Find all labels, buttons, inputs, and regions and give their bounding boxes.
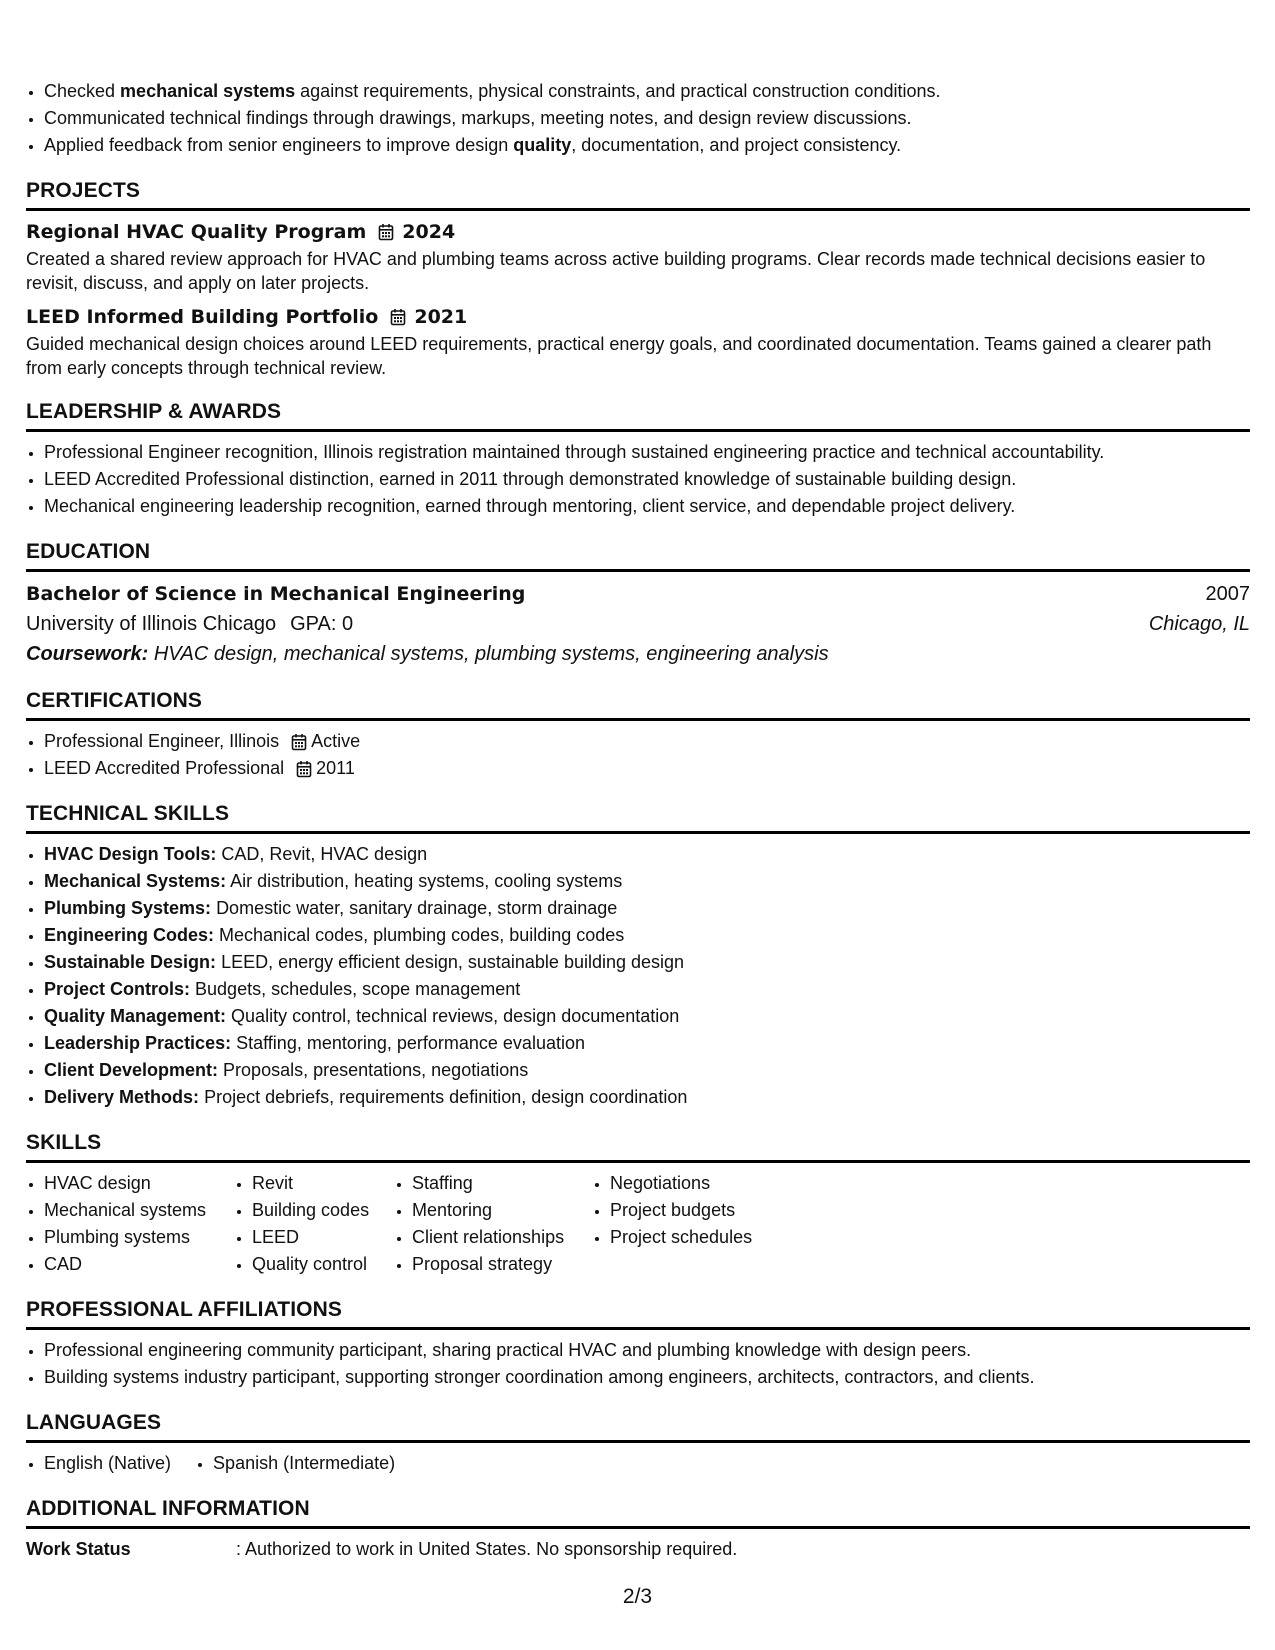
- skill-item: • HVAC design: [44, 1170, 232, 1197]
- education-school-row: [26, 609, 1250, 639]
- technical-skill-item: • Mechanical Systems: Air distribution, heating systems, cooling systems: [44, 868, 1250, 895]
- skill-item: • Staffing: [412, 1170, 590, 1197]
- affiliation-item: • Professional engineering community participant, sharing practical HVAC and plumbing knowledge with design peers.: [44, 1337, 1250, 1364]
- section-header-affiliations: PROFESSIONAL AFFILIATIONS: [26, 1296, 1250, 1330]
- education-school: University of Illinois Chicago: [26, 613, 277, 635]
- section-header-certifications: CERTIFICATIONS: [26, 687, 1250, 721]
- leadership-item: • LEED Accredited Professional distinction, earned in 2011 through demonstrated knowledge of sustainable building design.: [44, 466, 1250, 493]
- technical-skill-item: • Engineering Codes: Mechanical codes, plumbing codes, building codes: [44, 922, 1250, 949]
- education-entry: [26, 579, 1250, 669]
- skill-item: • CAD: [44, 1251, 232, 1278]
- language-item: • Spanish (Intermediate): [213, 1450, 395, 1477]
- skills-grid: [26, 1170, 1250, 1278]
- section-header-languages: LANGUAGES: [26, 1409, 1250, 1443]
- leadership-item: • Professional Engineer recognition, Illinois registration maintained through sustained engineering practice and technical accountability.: [44, 439, 1250, 466]
- technical-skill-item: • Leadership Practices: Staffing, mentoring, performance evaluation: [44, 1030, 1250, 1057]
- section-header-projects: PROJECTS: [26, 177, 1250, 211]
- section-header-education: EDUCATION: [26, 538, 1250, 572]
- project-year: 2021: [414, 306, 468, 328]
- certification-status: Active: [311, 731, 361, 751]
- leadership-item: • Mechanical engineering leadership recognition, earned through mentoring, client service, and dependable project delivery.: [44, 493, 1250, 520]
- affiliation-item: • Building systems industry participant, supporting stronger coordination among engineers, architects, contractors, and clients.: [44, 1364, 1250, 1391]
- work-status-label: Work Status: [26, 1539, 131, 1559]
- section-header-technical-skills: TECHNICAL SKILLS: [26, 800, 1250, 834]
- technical-skill-item: • Plumbing Systems: Domestic water, sanitary drainage, storm drainage: [44, 895, 1250, 922]
- page-number: 2/3: [622, 1585, 653, 1608]
- skill-item: • Building codes: [252, 1197, 392, 1224]
- leadership-list: [26, 439, 1250, 520]
- technical-skill-item: • Sustainable Design: LEED, energy efficient design, sustainable building design: [44, 949, 1250, 976]
- skill-item: • Revit: [252, 1170, 392, 1197]
- project-title-row: [26, 303, 1250, 331]
- skills-column: [26, 1170, 232, 1278]
- technical-skill-item: • HVAC Design Tools: CAD, Revit, HVAC design: [44, 841, 1250, 868]
- education-degree: Bachelor of Science in Mechanical Engineering: [26, 583, 526, 605]
- affiliations-list: [26, 1337, 1250, 1391]
- project-description: Created a shared review approach for HVAC and plumbing teams across active building programs. Clear records made technical decisions easier to revisit, discuss, and apply on later projects.: [26, 249, 1206, 293]
- certification-name: • LEED Accredited Professional: [44, 758, 285, 778]
- education-coursework: [26, 639, 1250, 669]
- project-title: LEED Informed Building Portfolio: [26, 306, 379, 328]
- technical-skill-item: • Project Controls: Budgets, schedules, scope management: [44, 976, 1250, 1003]
- skill-item: • Plumbing systems: [44, 1224, 232, 1251]
- experience-bullet: • Communicated technical findings through drawings, markups, meeting notes, and design review discussions.: [44, 105, 1250, 132]
- coursework-label: Coursework:: [26, 643, 149, 665]
- technical-skill-item: • Client Development: Proposals, presentations, negotiations: [44, 1057, 1250, 1084]
- language-item: • English (Native): [44, 1450, 171, 1477]
- technical-skill-item: • Quality Management: Quality control, technical reviews, design documentation: [44, 1003, 1250, 1030]
- additional-info-row: [26, 1536, 1250, 1562]
- skills-column: [234, 1170, 392, 1278]
- coursework-value: HVAC design, mechanical systems, plumbing systems, engineering analysis: [153, 643, 829, 665]
- skill-item: • Project schedules: [610, 1224, 792, 1251]
- section-header-additional: ADDITIONAL INFORMATION: [26, 1495, 1250, 1529]
- project-item: [26, 218, 1250, 295]
- skill-item: • Mechanical systems: [44, 1197, 232, 1224]
- experience-bullet: • Applied feedback from senior engineers to improve design quality, documentation, and project consistency.: [44, 132, 1250, 159]
- skill-item: • Mentoring: [412, 1197, 590, 1224]
- resume-content: [26, 78, 1250, 1562]
- languages-row: [26, 1450, 1250, 1477]
- skill-item: • Project budgets: [610, 1197, 792, 1224]
- certification-item: [44, 728, 1250, 755]
- education-degree-row: [26, 579, 1250, 609]
- project-title: Regional HVAC Quality Program: [26, 221, 367, 243]
- skills-column: [592, 1170, 792, 1278]
- work-status-value: : Authorized to work in United States. No sponsorship required.: [236, 1539, 738, 1559]
- technical-skills-list: [26, 841, 1250, 1111]
- education-year: 2007: [1205, 583, 1250, 605]
- skills-column: [394, 1170, 590, 1278]
- experience-bullet: • Checked mechanical systems against requirements, physical constraints, and practical construction conditions.: [44, 78, 1250, 105]
- certification-status: 2011: [316, 758, 355, 778]
- skill-item: • Proposal strategy: [412, 1251, 590, 1278]
- education-gpa: GPA: 0: [290, 613, 354, 635]
- certifications-list: [26, 728, 1250, 782]
- skill-item: • Quality control: [252, 1251, 392, 1278]
- certification-name: • Professional Engineer, Illinois: [44, 731, 280, 751]
- certification-item: [44, 755, 1250, 782]
- experience-bullets: [26, 78, 1250, 159]
- calendar-icon: [291, 733, 307, 751]
- calendar-icon: [378, 223, 394, 241]
- skill-item: • LEED: [252, 1224, 392, 1251]
- calendar-icon: [296, 760, 312, 778]
- project-item: [26, 303, 1250, 380]
- section-header-leadership: LEADERSHIP & AWARDS: [26, 398, 1250, 432]
- project-description: Guided mechanical design choices around LEED requirements, practical energy goals, and coordinated documentation. Teams gained a clearer path from early concepts through technical review.: [26, 334, 1212, 378]
- skill-item: • Negotiations: [610, 1170, 792, 1197]
- project-year: 2024: [402, 221, 456, 243]
- calendar-icon: [390, 308, 406, 326]
- section-header-skills: SKILLS: [26, 1129, 1250, 1163]
- education-location: Chicago, IL: [1148, 613, 1250, 635]
- skill-item: • Client relationships: [412, 1224, 590, 1251]
- project-title-row: [26, 218, 1250, 246]
- technical-skill-item: • Delivery Methods: Project debriefs, requirements definition, design coordination: [44, 1084, 1250, 1111]
